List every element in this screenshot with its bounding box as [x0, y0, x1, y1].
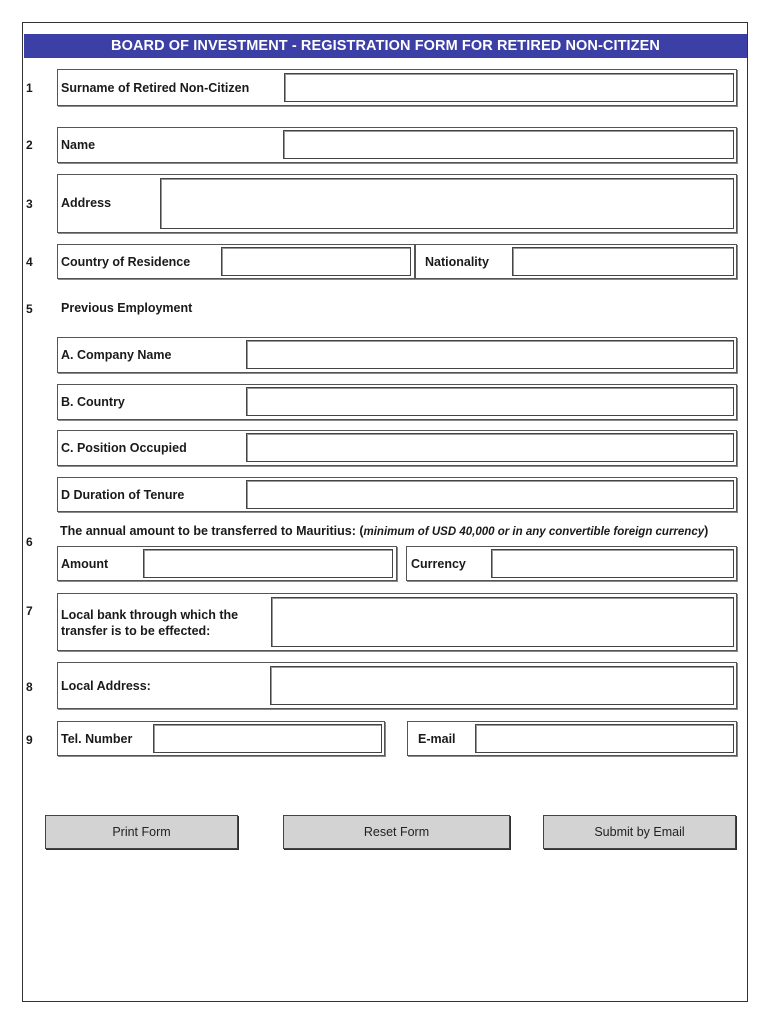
print-form-button[interactable]: Print Form [45, 815, 238, 849]
row-number: 3 [26, 197, 33, 211]
form-frame [22, 22, 748, 1002]
email-label: E-mail [418, 732, 456, 746]
duration-input[interactable] [246, 480, 734, 509]
currency-label: Currency [411, 557, 466, 571]
row-number: 1 [26, 81, 33, 95]
local-bank-input[interactable] [271, 597, 734, 647]
duration-label: D Duration of Tenure [61, 488, 185, 502]
form-title: BOARD OF INVESTMENT - REGISTRATION FORM FOR RETIRED NON-CITIZEN [24, 34, 747, 58]
submit-by-email-button[interactable]: Submit by Email [543, 815, 736, 849]
row-number: 7 [26, 604, 33, 618]
annual-amount-note: minimum of USD 40,000 or in any convertible foreign currency [363, 526, 705, 538]
company-name-input[interactable] [246, 340, 734, 369]
row-number: 4 [26, 255, 33, 269]
row-number: 8 [26, 680, 33, 694]
surname-input[interactable] [284, 73, 734, 102]
nationality-label: Nationality [425, 255, 489, 269]
annual-amount-close: ) [704, 524, 709, 538]
company-name-label: A. Company Name [61, 348, 172, 362]
annual-amount-text: The annual amount to be transferred to Mauritius: ( [60, 524, 364, 538]
row-number: 6 [26, 535, 33, 549]
row-number: 5 [26, 302, 33, 316]
row-number: 9 [26, 733, 33, 747]
country-label: B. Country [61, 395, 125, 409]
country-of-residence-input[interactable] [221, 247, 411, 276]
local-address-label: Local Address: [61, 679, 151, 693]
email-input[interactable] [475, 724, 734, 753]
address-label: Address [61, 196, 112, 210]
row-number: 2 [26, 138, 33, 152]
amount-input[interactable] [143, 549, 393, 578]
position-label: C. Position Occupied [61, 441, 187, 455]
annual-amount-instruction [60, 524, 708, 538]
currency-input[interactable] [491, 549, 734, 578]
amount-label: Amount [61, 557, 109, 571]
address-input[interactable] [160, 178, 734, 229]
reset-form-button[interactable]: Reset Form [283, 815, 510, 849]
name-input[interactable] [283, 130, 734, 159]
name-label: Name [61, 138, 96, 152]
nationality-input[interactable] [512, 247, 734, 276]
country-input[interactable] [246, 387, 734, 416]
previous-employment-heading: Previous Employment [61, 301, 193, 315]
position-input[interactable] [246, 433, 734, 462]
local-address-input[interactable] [270, 666, 734, 705]
tel-label: Tel. Number [61, 732, 133, 746]
country-of-residence-label: Country of Residence [61, 255, 191, 269]
local-bank-label-line2: transfer is to be effected: [61, 624, 211, 638]
tel-input[interactable] [153, 724, 382, 753]
local-bank-label-line1: Local bank through which the [61, 608, 239, 622]
surname-label: Surname of Retired Non-Citizen [61, 81, 250, 95]
